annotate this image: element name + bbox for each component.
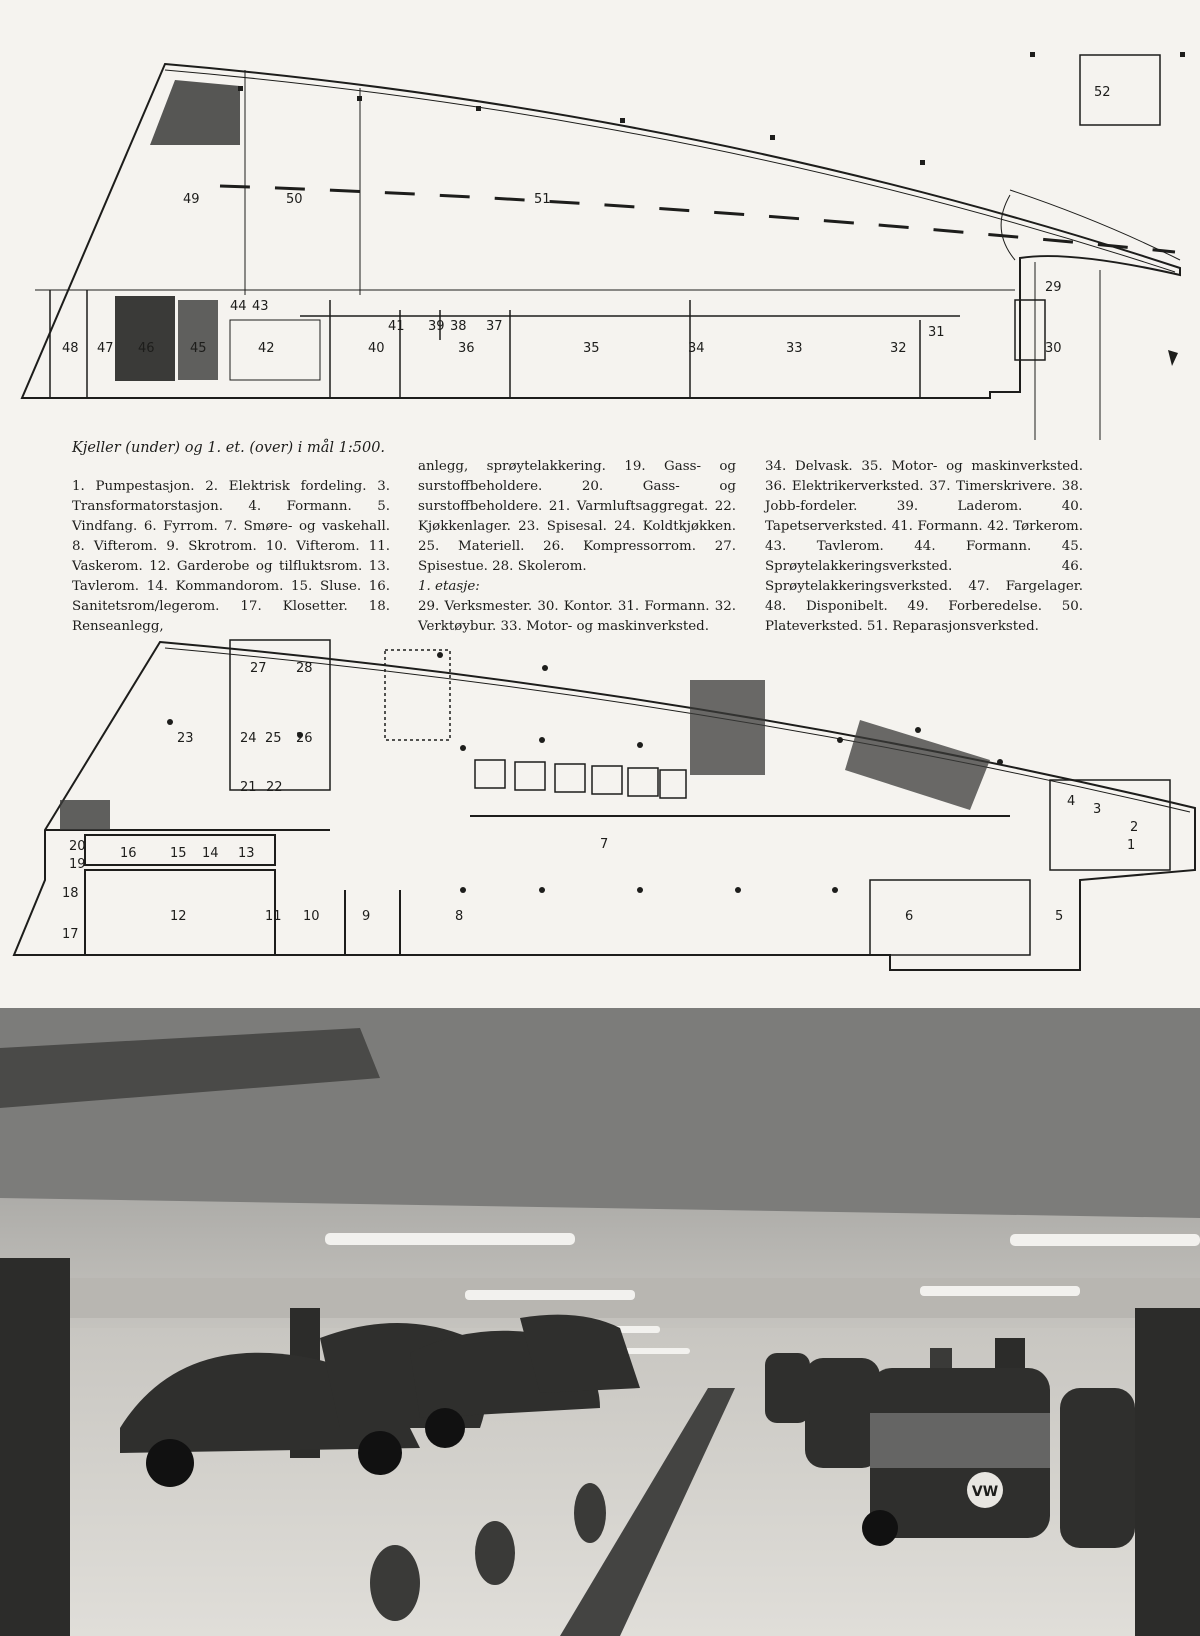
room-label: 14 [202,846,219,861]
basement-plan-outline [14,642,1195,970]
legend-subheading: 1. etasje: [418,579,480,594]
room-label: 22 [266,780,283,795]
room-label: 40 [368,341,385,356]
room-label: 26 [296,731,313,746]
legend-column-3: 34. Delvask. 35. Motor- og maskinverksted. 36. Elektrikerverksted. 37. Timerskrivere. 38. Jobb-fordeler. 39. Laderom. 40. Tapetserverksted. 41. Formann. 42. Tørkerom. 43. Tavlerom. 44. Formann. 45. Sprøytelakkeringsverksted. 46. Sprøytelakkeringsverksted. 47. Fargelager. 48. Disponibelt. 49. Forberedelse. 50. Plateverksted. 51. Reparasjonsverksted. [765,459,1083,634]
room-label: 42 [258,341,275,356]
room-label: 24 [240,731,257,746]
upper-floor-plan [0,20,1200,450]
room-label: 20 [69,839,86,854]
room-label: 35 [583,341,600,356]
room-label: 9 [362,909,371,924]
room-label: 18 [62,886,79,901]
room-label: 50 [286,192,303,207]
room-label: 23 [177,731,194,746]
room-label: 52 [1094,85,1111,100]
room-label: 17 [62,927,79,942]
room-label: 36 [458,341,475,356]
legend-column-2: anlegg, sprøytelakkering. 19. Gass- og surstoffbeholdere. 20. Gass- og surstoffbeholdere. 21. Varmluftsaggregat. 22. Kjøkkenlager. 23. Spisesal. 24. Koldtkjøkken. 25. Materiell. 26. Kompressorrom. 27. Spisestue. 28. Skolerom. 1. etasje: 29. Verksmester. 30. Kontor. 31. Formann. 32. Verktøybur. 33. Motor- og maskinverksted. [418,459,736,634]
room-label: 48 [62,341,79,356]
room-label: 13 [238,846,255,861]
room-label: 34 [688,341,705,356]
room-label: 25 [265,731,282,746]
legend-column-1: 1. Pumpestasjon. 2. Elektrisk fordeling. 3. Transformatorstasjon. 4. Formann. 5. Vindfang. 6. Fyrrom. 7. Smøre- og vaskehall. 8. Vifterom. 9. Skrotrom. 10. Vifterom. 11. Vaskerom. 12. Garderobe og tilfluktsrom. 13. Tavlerom. 14. Kommandorom. 15. Sluse. 16. Sanitetsrom/legerom. 17. Klosetter. 18. Renseanlegg, [72,479,390,634]
room-label: 21 [240,780,257,795]
room-label: 37 [486,319,503,334]
room-label: 3 [1093,802,1102,817]
room-label: 49 [183,192,200,207]
room-label: 12 [170,909,187,924]
vehicle-badge: VW [971,1484,999,1500]
room-label: 4 [1067,794,1076,809]
plan-caption: Kjeller (under) og 1. et. (over) i mål 1:500. [72,440,386,456]
room-label: 32 [890,341,907,356]
room-label: 19 [69,857,86,872]
room-label: 30 [1045,341,1062,356]
hatched-ventilation [60,680,990,830]
workshop-photo [0,1008,1200,1636]
room-label: 47 [97,341,114,356]
room-label: 41 [388,319,405,334]
hatched-spray-booths [115,80,320,381]
room-label: 16 [120,846,137,861]
room-label: 10 [303,909,320,924]
room-label: 46 [138,341,155,356]
room-label: 27 [250,661,267,676]
room-label: 8 [455,909,464,924]
room-label: 31 [928,325,945,340]
room-label: 39 [428,319,445,334]
room-label: 43 [252,299,269,314]
room-label: 1 [1127,838,1136,853]
room-label: 7 [600,837,609,852]
room-label: 38 [450,319,467,334]
room-label: 28 [296,661,313,676]
room-label: 33 [786,341,803,356]
room-label: 6 [905,909,914,924]
room-label: 45 [190,341,207,356]
room-label: 44 [230,299,247,314]
room-label: 51 [534,192,551,207]
room-label: 5 [1055,909,1064,924]
room-label: 15 [170,846,187,861]
basement-floor-plan [0,625,1200,985]
room-label: 2 [1130,820,1139,835]
room-label: 11 [265,909,282,924]
room-label: 29 [1045,280,1062,295]
